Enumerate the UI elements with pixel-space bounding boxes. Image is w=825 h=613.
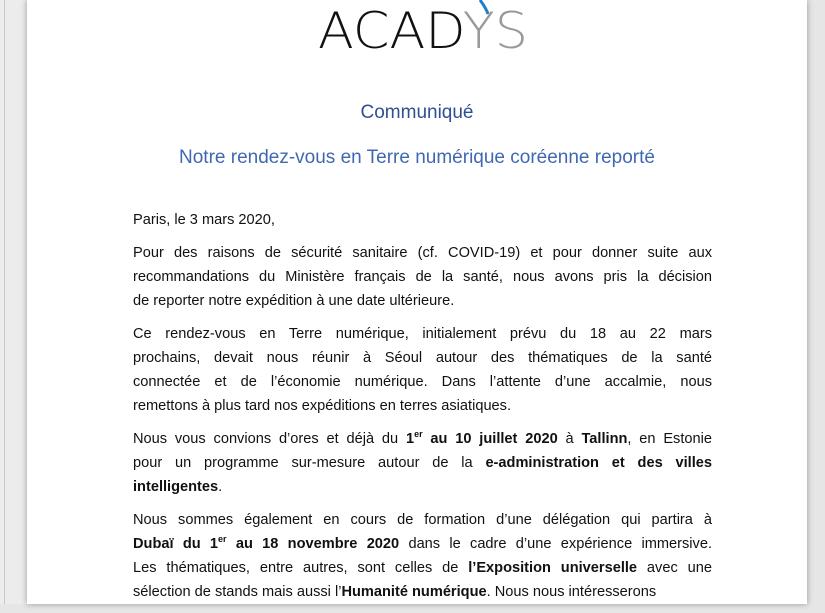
paragraph bbox=[133, 208, 712, 232]
text-run: Nous vous convions d’ores et déjà du bbox=[133, 431, 406, 447]
text-line bbox=[133, 427, 712, 451]
left-margin bbox=[0, 0, 27, 604]
text-run: Nous sommes également en cours de formation d’une délégation qui partira à bbox=[133, 512, 712, 528]
text-line bbox=[133, 346, 712, 370]
text-run: à bbox=[557, 431, 582, 447]
text-line bbox=[133, 208, 712, 232]
bold-text: au 10 juillet 2020 bbox=[422, 431, 558, 447]
text-line bbox=[133, 532, 712, 556]
paragraph bbox=[133, 322, 712, 418]
text-line bbox=[133, 370, 712, 394]
bold-text: 1 bbox=[405, 431, 415, 447]
text-line bbox=[133, 394, 712, 418]
text-run: dans le cadre d’une expérience immersive. bbox=[399, 536, 713, 552]
bold-text: Dubaï du 1 bbox=[133, 536, 219, 552]
text-line bbox=[133, 265, 712, 289]
document-subtitle: Notre rendez-vous en Terre numérique coréenne reporté bbox=[179, 147, 655, 168]
bold-text: au 18 novembre 2020 bbox=[226, 536, 400, 552]
document-page bbox=[27, 0, 807, 604]
text-line bbox=[133, 322, 712, 346]
text-line bbox=[133, 289, 712, 313]
text-line bbox=[133, 580, 712, 604]
text-run: sélection de stands mais aussi l’ bbox=[133, 584, 342, 600]
svg-text:ACADYS: ACAD YS bbox=[318, 2, 526, 54]
paragraph bbox=[133, 241, 712, 313]
text-run: avec une bbox=[637, 560, 712, 576]
acadys-logo bbox=[318, 0, 528, 54]
text-line bbox=[133, 556, 712, 580]
text-run: Les thématiques, entre autres, sont celles de bbox=[133, 560, 469, 576]
text-run: pour un programme sur-mesure autour de la bbox=[133, 455, 486, 471]
text-run: Pour des raisons de sécurité sanitaire (cf. COVID-19) et pour donner suite aux bbox=[133, 245, 712, 261]
bold-text: l’Exposition universelle bbox=[468, 560, 638, 576]
text-run: Ce rendez-vous en Terre numérique, initialement prévu du 18 au 22 mars bbox=[133, 326, 712, 342]
text-run: prochains, devait nous réunir à Séoul autour des thématiques de la santé bbox=[133, 350, 712, 366]
text-line bbox=[133, 451, 712, 475]
text-run: . bbox=[218, 479, 223, 495]
paragraph bbox=[133, 427, 712, 499]
text-run: connectée et de l’économie numérique. Dans l’attente d’une accalmie, nous bbox=[133, 374, 712, 390]
document-body bbox=[133, 208, 712, 613]
divider bbox=[4, 0, 5, 604]
document-title: Communiqué bbox=[360, 102, 474, 123]
text-line bbox=[133, 241, 712, 265]
text-line bbox=[133, 508, 712, 532]
bold-text: er bbox=[414, 429, 423, 439]
text-run: . Nous nous intéresserons bbox=[486, 584, 657, 600]
bold-text: intelligentes bbox=[133, 479, 219, 495]
bold-text: er bbox=[218, 534, 227, 544]
text-run: , en Estonie bbox=[627, 431, 713, 447]
text-run: remettons à plus tard nos expéditions en terres asiatiques. bbox=[133, 398, 512, 414]
bold-text: Tallinn bbox=[581, 431, 628, 447]
bold-text: Humanité numérique bbox=[341, 584, 487, 600]
text-run: recommandations du Ministère français de la santé, nous avons pris la décision bbox=[133, 269, 712, 285]
text-run: de reporter notre expédition à une date ultérieure. bbox=[133, 293, 455, 309]
text-run: Paris, le 3 mars 2020, bbox=[133, 212, 275, 228]
bold-text: e-administration et des villes bbox=[485, 455, 712, 471]
text-line bbox=[133, 475, 712, 499]
paragraph bbox=[133, 508, 712, 604]
